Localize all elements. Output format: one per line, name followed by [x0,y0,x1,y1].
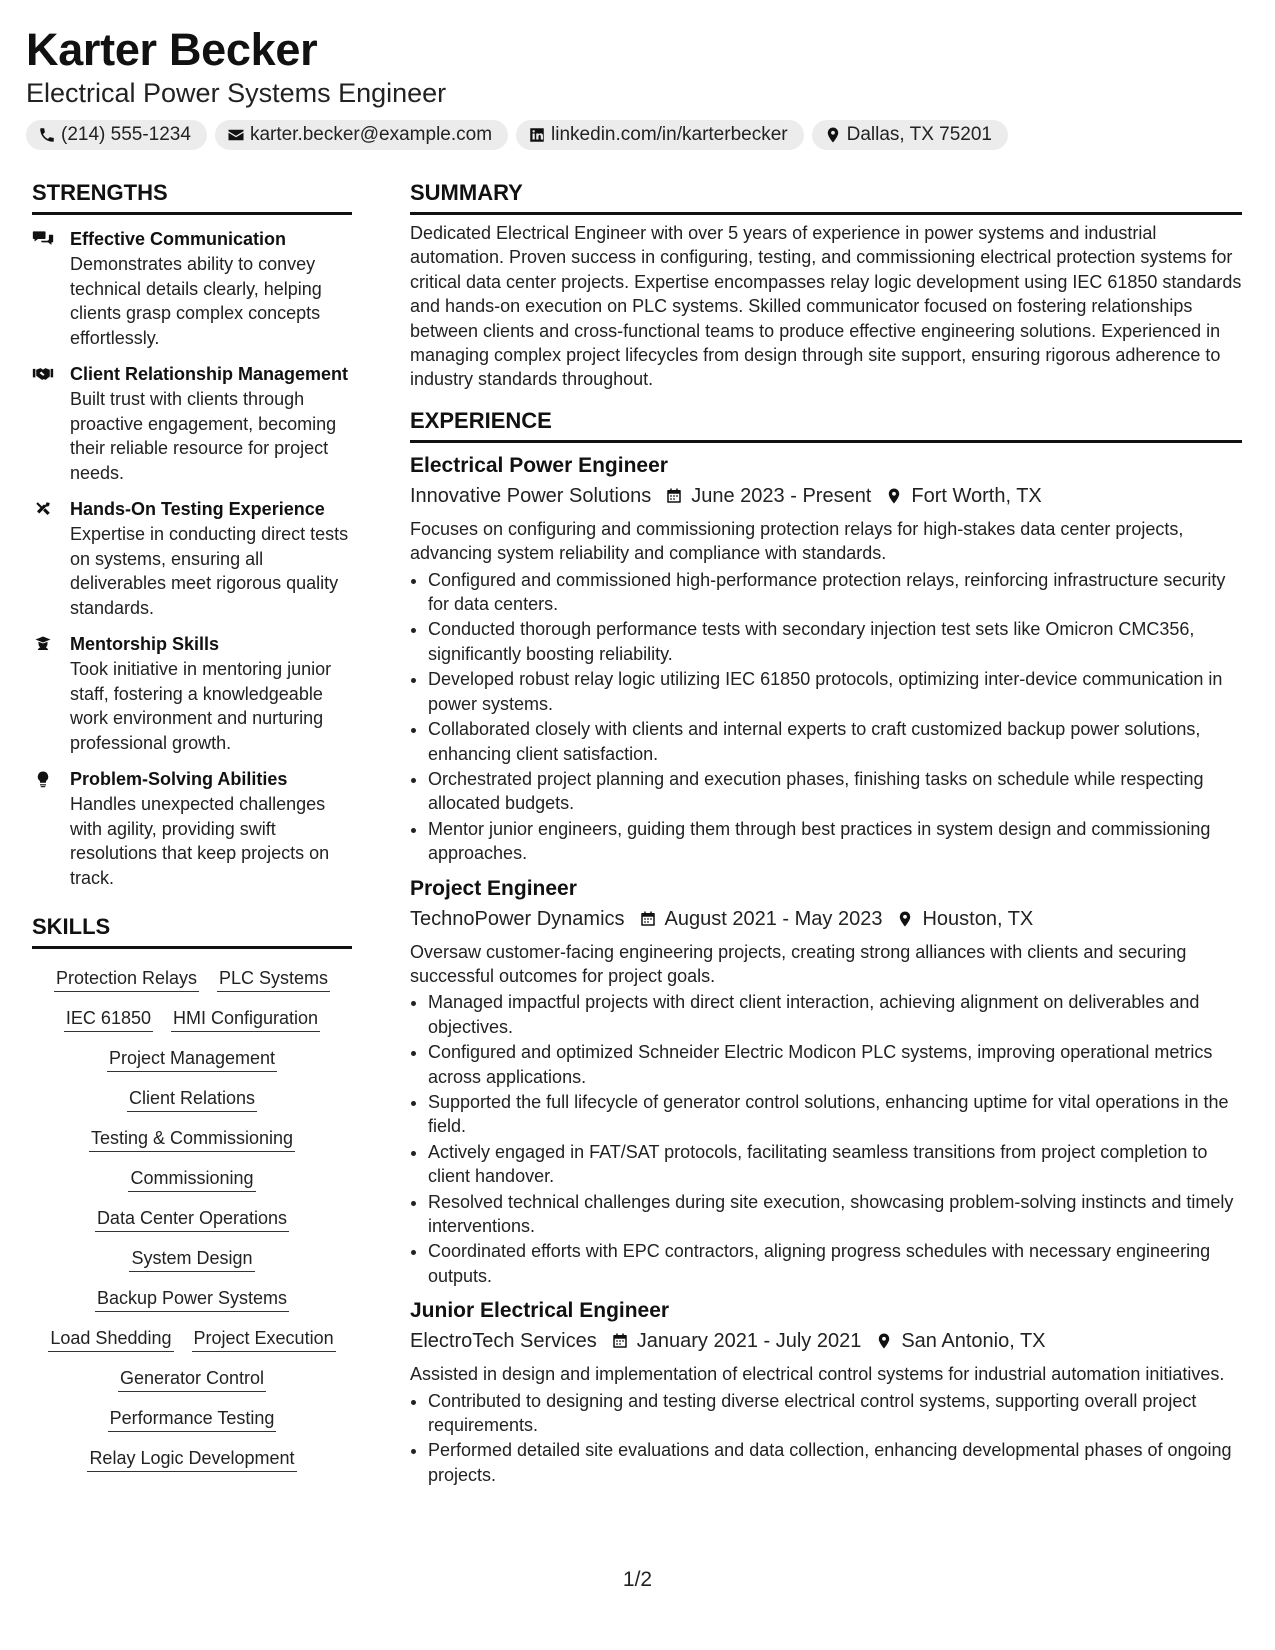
job-meta [410,1326,1242,1356]
linkedin-chip[interactable] [516,120,804,150]
job-company: Innovative Power Solutions [410,484,652,507]
calendar-icon [639,910,657,928]
calendar-icon [611,1332,629,1350]
job-bullets [410,1389,1242,1488]
location-text: Dallas, TX 75201 [846,124,992,145]
strength-item [32,227,352,350]
map-pin-icon [885,487,903,505]
chat-bubbles-icon [32,230,54,248]
job-entry [410,1296,1242,1487]
job-bullets [410,990,1242,1288]
job-bullet: • Conducted thorough performance tests with secondary injection test sets like Omicron CMC356, significantly boosting reliability. [428,617,1242,666]
skill-tag: Data Center Operations [95,1205,289,1232]
job-dates: August 2021 - May 2023 [664,907,883,930]
skills-list [32,965,352,1472]
job-location: San Antonio, TX [901,1330,1046,1353]
location-chip [812,120,1008,150]
skills-heading: SKILLS [32,912,352,949]
job-bullet: • Resolved technical challenges during site execution, showcasing problem-solving instincts and timely interventions. [428,1190,1242,1239]
job-location: Fort Worth, TX [911,484,1042,507]
job-bullet: • Collaborated closely with clients and internal experts to craft customized backup power solutions, enhancing client satisfaction. [428,717,1242,766]
job-company: ElectroTech Services [410,1330,597,1353]
skill-tag: Testing & Commissioning [89,1125,295,1152]
job-dates: June 2023 - Present [691,484,872,507]
skill-tag: Project Management [107,1045,277,1072]
strength-title: Client Relationship Management [70,364,349,384]
map-pin-icon [824,126,842,144]
email-text: karter.becker@example.com [249,124,493,145]
skill-tag: Commissioning [128,1165,255,1192]
skill-tag: IEC 61850 [64,1005,153,1032]
job-description: Oversaw customer-facing engineering projects, creating strong alliances with clients and securing successful outcomes for project goals. [410,941,1187,986]
job-bullet: • Coordinated efforts with EPC contractors, aligning progress schedules with necessary engineering outputs. [428,1239,1242,1288]
job-bullet: • Supported the full lifecycle of generator control solutions, enhancing uptime for vital operations in the field. [428,1090,1242,1139]
candidate-name: Karter Becker [26,24,318,75]
strengths-list [32,227,352,890]
map-pin-icon [875,1332,893,1350]
job-bullet: • Configured and optimized Schneider Electric Modicon PLC systems, improving operational metrics across applications. [428,1040,1242,1089]
job-entry [410,451,1242,866]
job-title: Electrical Power Engineer [410,453,668,477]
strength-item [32,497,352,620]
strength-item [32,767,352,890]
resume-header [26,24,1008,150]
strengths-heading: STRENGTHS [32,178,352,215]
skill-tag: Protection Relays [54,965,199,992]
contact-bar [26,120,1008,150]
left-column [32,178,352,1472]
job-description: Assisted in design and implementation of electrical control systems for industrial automation initiatives. [410,1364,1225,1385]
skill-tag: Project Execution [192,1325,336,1352]
experience-heading: EXPERIENCE [410,406,1242,443]
job-meta [410,904,1242,934]
job-bullet: • Developed robust relay logic utilizing IEC 61850 protocols, optimizing inter-device communication in power systems. [428,667,1242,716]
candidate-title: Electrical Power Systems Engineer [26,78,447,108]
job-bullet: • Configured and commissioned high-performance protection relays, reinforcing infrastructure security for data centers. [428,568,1242,617]
job-meta [410,481,1242,511]
strength-desc: Took initiative in mentoring junior staff, fostering a knowledgeable work environment and nurturing professional growth. [70,659,332,753]
strength-item [32,362,352,485]
job-company: TechnoPower Dynamics [410,907,625,930]
job-description: Focuses on configuring and commissioning protection relays for high-stakes data center projects, advancing system reliability and compliance with standards. [410,518,1184,564]
handshake-icon [32,365,54,383]
strength-desc: Demonstrates ability to convey technical details clearly, helping clients grasp complex concepts effortlessly. [70,254,322,348]
lightbulb-icon [32,770,54,788]
strength-title: Hands-On Testing Experience [70,499,325,519]
email-chip[interactable] [215,120,508,150]
job-bullet: • Managed impactful projects with direct client interaction, achieving alignment on deliverables and objectives. [428,990,1242,1039]
job-bullet: • Mentor junior engineers, guiding them through best practices in system design and commissioning approaches. [428,817,1242,866]
skill-tag: Client Relations [127,1085,257,1112]
summary-heading: SUMMARY [410,178,1242,215]
summary-text: Dedicated Electrical Engineer with over 5 years of experience in power systems and industrial automation. Proven success in configuring, testing, and commissioning electrical protection systems for critical data center projects. Expertise encompasses relay logic development using IEC 61850 standards and hands-on execution on PLC systems. Skilled communicator focused on fostering relationships between clients and cross-functional teams to produce effective engineering solutions. Experienced in managing complex project lifecycles from design through site support, ensuring rigorous adherence to industry standards throughout. [410,223,1242,390]
envelope-icon [227,126,245,144]
linkedin-icon [528,126,546,144]
strength-desc: Built trust with clients through proactive engagement, becoming their reliable resource for project needs. [70,389,337,483]
phone-chip[interactable] [26,120,207,150]
phone-text: (214) 555-1234 [61,124,191,145]
strength-title: Mentorship Skills [70,634,220,654]
skill-tag: Load Shedding [48,1325,173,1352]
skill-tag: Relay Logic Development [87,1445,296,1472]
map-pin-icon [896,910,914,928]
strength-desc: Expertise in conducting direct tests on systems, ensuring all deliverables meet rigorous quality standards. [70,524,349,618]
job-bullet: • Actively engaged in FAT/SAT protocols, facilitating seamless transitions from project completion to client handover. [428,1140,1242,1189]
skill-tag: Performance Testing [108,1405,277,1432]
strength-title: Problem-Solving Abilities [70,769,288,789]
phone-icon [38,126,56,144]
skill-tag: HMI Configuration [171,1005,320,1032]
linkedin-text: linkedin.com/in/karterbecker [551,124,788,145]
strength-item [32,632,352,755]
strength-desc: Handles unexpected challenges with agility, providing swift resolutions that keep projects on track. [70,794,330,888]
skill-tag: System Design [129,1245,254,1272]
job-entry [410,874,1242,1289]
page-number: 1/2 [622,1568,653,1591]
skill-tag: PLC Systems [217,965,330,992]
tools-icon [32,500,54,518]
right-column [410,178,1242,1488]
job-title: Project Engineer [410,876,577,900]
graduate-icon [32,635,54,653]
job-title: Junior Electrical Engineer [410,1299,670,1323]
job-location: Houston, TX [922,907,1034,930]
job-dates: January 2021 - July 2021 [636,1330,862,1353]
job-bullets [410,568,1242,866]
job-bullet: • Performed detailed site evaluations and data collection, enhancing developmental phases of ongoing projects. [428,1438,1242,1487]
skill-tag: Backup Power Systems [95,1285,289,1312]
job-bullet: • Orchestrated project planning and execution phases, finishing tasks on schedule while respecting allocated budgets. [428,767,1242,816]
skill-tag: Generator Control [118,1365,266,1392]
calendar-icon [665,487,683,505]
job-bullet: • Contributed to designing and testing diverse electrical control systems, supporting overall project requirements. [428,1389,1242,1438]
strength-title: Effective Communication [70,229,287,249]
